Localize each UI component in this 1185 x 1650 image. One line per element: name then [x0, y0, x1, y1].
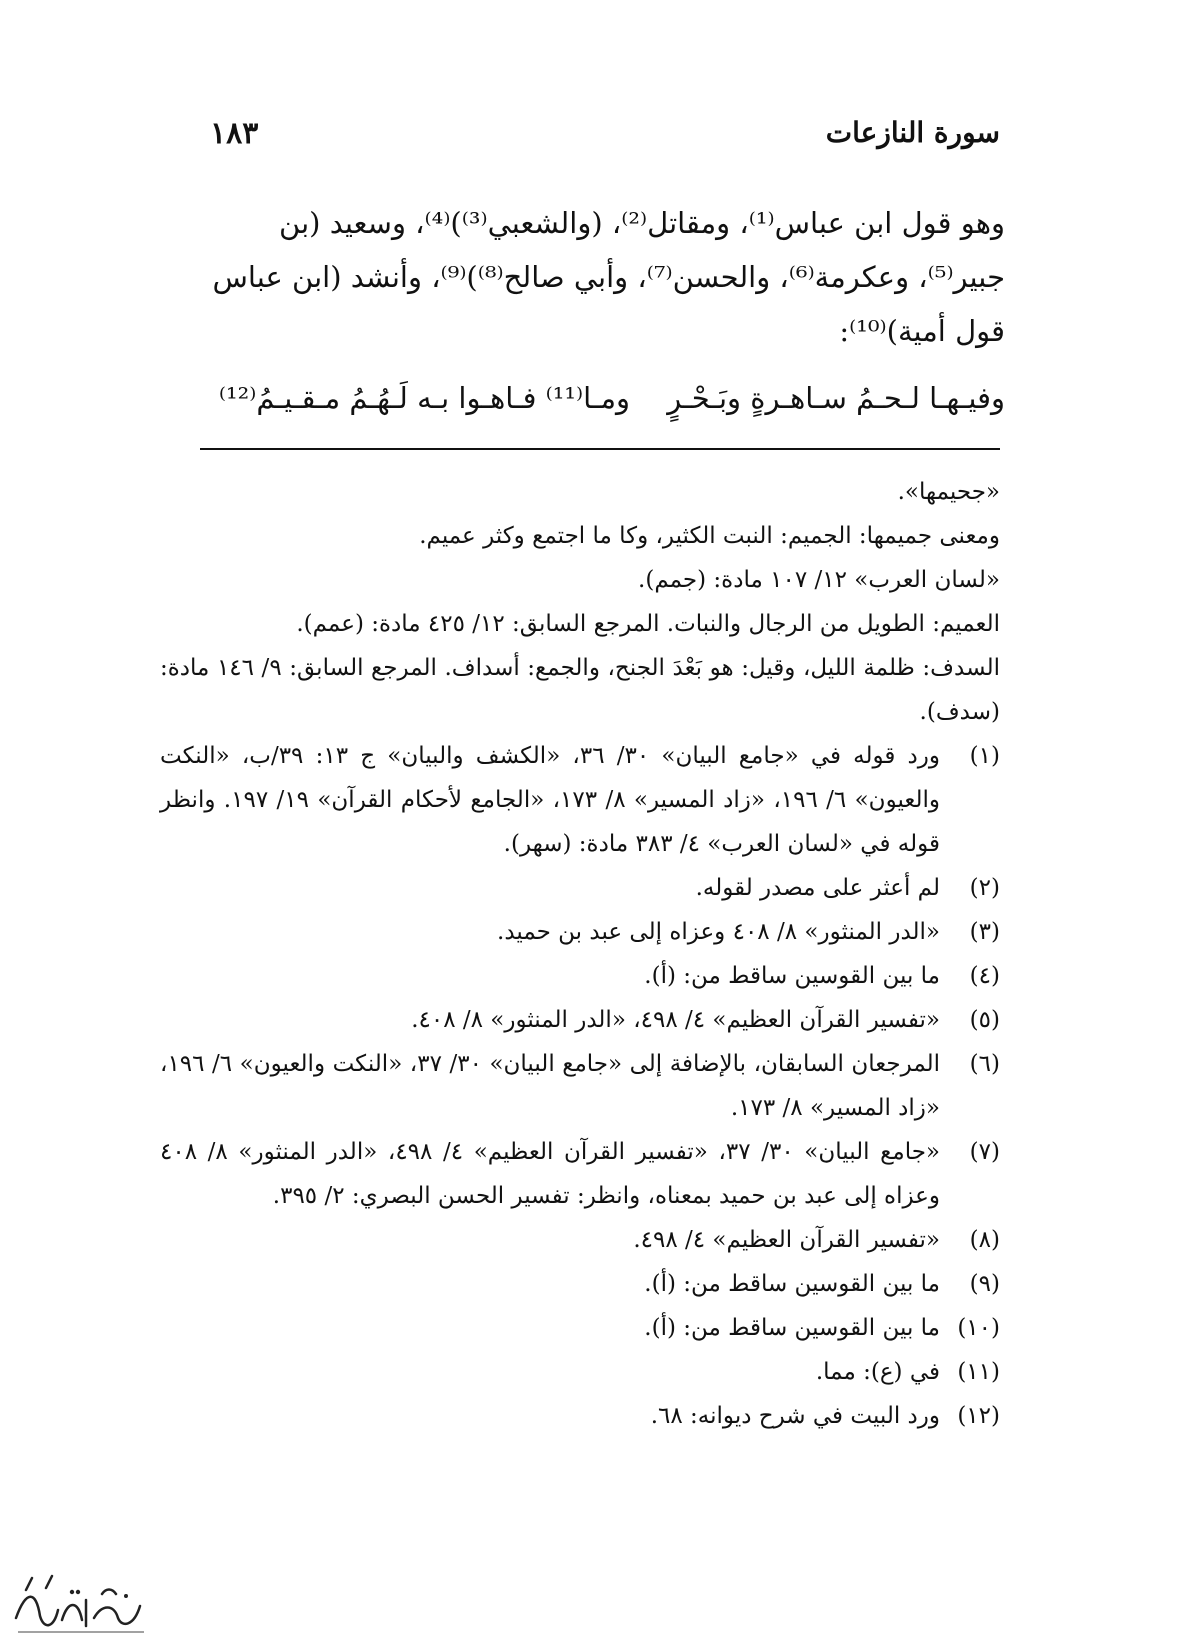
- main-text: [175, 196, 1005, 358]
- footnote-text: في (ع): مما.: [815, 1359, 940, 1385]
- main-text-line: قول أمية)⁽¹⁰⁾:: [839, 314, 1005, 348]
- footnote-text: ورد قوله في «جامع البيان» ٣٠/ ٣٦، «الكشف والبيان» ج ١٣: ٣٩/ب، «النكت والعيون» ٦/ ١٩٦، «زاد المسير» ٨/ ١٧٣، «الجامع لأحكام القرآن» ١٩/ ١٩٧. وانظر قوله في «لسان العرب» ٤/ ٣٨٣ مادة: (سهر).: [160, 743, 941, 857]
- main-text-line: وهو قول ابن عباس⁽¹⁾، ومقاتل⁽²⁾، (والشعبي⁽³⁾)⁽⁴⁾، وسعيد (بن: [279, 206, 1005, 240]
- footnote-number: (١٢): [957, 1403, 1000, 1429]
- continued-note-line: «جحيمها».: [897, 479, 1000, 505]
- surah-title: سورة النازعات: [825, 116, 1000, 149]
- footnote-text: ورد البيت في شرح ديوانه: ٦٨.: [650, 1403, 940, 1429]
- footnote: [160, 1130, 1000, 1218]
- footnote: [160, 1262, 1000, 1306]
- footnote-text: ما بين القوسين ساقط من: (أ).: [644, 963, 940, 989]
- main-text-line: جبير⁽⁵⁾، وعكرمة⁽⁶⁾، والحسن⁽⁷⁾، وأبي صالح⁽⁸⁾)⁽⁹⁾، وأنشد (ابن عباس: [212, 260, 1005, 294]
- footnote: [160, 1350, 1000, 1394]
- footnote-text: «تفسير القرآن العظيم» ٤/ ٤٩٨، «الدر المنثور» ٨/ ٤٠٨.: [411, 1007, 940, 1033]
- footnote-text: «الدر المنثور» ٨/ ٤٠٨ وعزاه إلى عبد بن حميد.: [497, 919, 940, 945]
- page-number: ١٨٣: [210, 116, 259, 151]
- verse-second-hemistich: ومـا⁽¹¹⁾ فـاهـوا بـه لَـهُـمُ مـقـيـمُ⁽¹²⁾: [218, 381, 631, 415]
- footnote: [160, 998, 1000, 1042]
- footnote: [160, 1394, 1000, 1438]
- footnote-text: المرجعان السابقان، بالإضافة إلى «جامع البيان» ٣٠/ ٣٧، «النكت والعيون» ٦/ ١٩٦، «زاد المسير» ٨/ ١٧٣.: [160, 1051, 941, 1121]
- footnote-text: «تفسير القرآن العظيم» ٤/ ٤٩٨.: [633, 1227, 940, 1253]
- footnote: [160, 734, 1000, 866]
- footnote-number: (٩): [969, 1271, 1000, 1297]
- footnote-text: «جامع البيان» ٣٠/ ٣٧، «تفسير القرآن العظيم» ٤/ ٤٩٨، «الدر المنثور» ٨/ ٤٠٨ وعزاه إلى عبد بن حميد بمعناه، وانظر: تفسير الحسن البصري: ٢/ ٣٩٥.: [160, 1139, 941, 1209]
- poem-verse: [175, 375, 1005, 421]
- continued-note-line: «لسان العرب» ١٢/ ١٠٧ مادة: (جمم).: [638, 567, 1000, 593]
- continued-note-line: العميم: الطويل من الرجال والنبات. المرجع السابق: ١٢/ ٤٢٥ مادة: (عمم).: [296, 611, 1000, 637]
- footnote: [160, 1306, 1000, 1350]
- footnote-number: (١٠): [957, 1315, 1000, 1341]
- verse-first-hemistich: وفيـهـا لـحـمُ سـاهـرةٍ وبَـحْـرٍ: [667, 381, 1005, 415]
- footnote-separator: [200, 448, 1000, 450]
- publisher-logo: [6, 1570, 156, 1640]
- footnotes-section: [160, 470, 1000, 1438]
- footnote-text: ما بين القوسين ساقط من: (أ).: [644, 1271, 940, 1297]
- footnote-number: (٧): [969, 1139, 1000, 1165]
- footnote: [160, 866, 1000, 910]
- footnote-number: (١١): [957, 1359, 1000, 1385]
- footnote-number: (٤): [969, 963, 1000, 989]
- footnote-number: (٥): [969, 1007, 1000, 1033]
- footnote: [160, 1042, 1000, 1130]
- continued-note-line: ومعنى جميمها: الجميم: النبت الكثير، وكا ما اجتمع وكثر عميم.: [419, 523, 1000, 549]
- footnote-number: (٢): [969, 875, 1000, 901]
- footnote-number: (١): [969, 743, 1000, 769]
- footnote: [160, 954, 1000, 998]
- footnote-text: لم أعثر على مصدر لقوله.: [695, 875, 940, 901]
- continued-note-line: السدف: ظلمة الليل، وقيل: هو بَعْدَ الجنح، والجمع: أسداف. المرجع السابق: ٩/ ١٤٦ مادة: (سدف).: [160, 655, 1001, 725]
- running-head: [200, 116, 1000, 166]
- footnote-number: (٨): [969, 1227, 1000, 1253]
- footnote: [160, 1218, 1000, 1262]
- footnote-number: (٣): [969, 919, 1000, 945]
- footnote-text: ما بين القوسين ساقط من: (أ).: [644, 1315, 940, 1341]
- footnote: [160, 910, 1000, 954]
- footnote-number: (٦): [969, 1051, 1000, 1077]
